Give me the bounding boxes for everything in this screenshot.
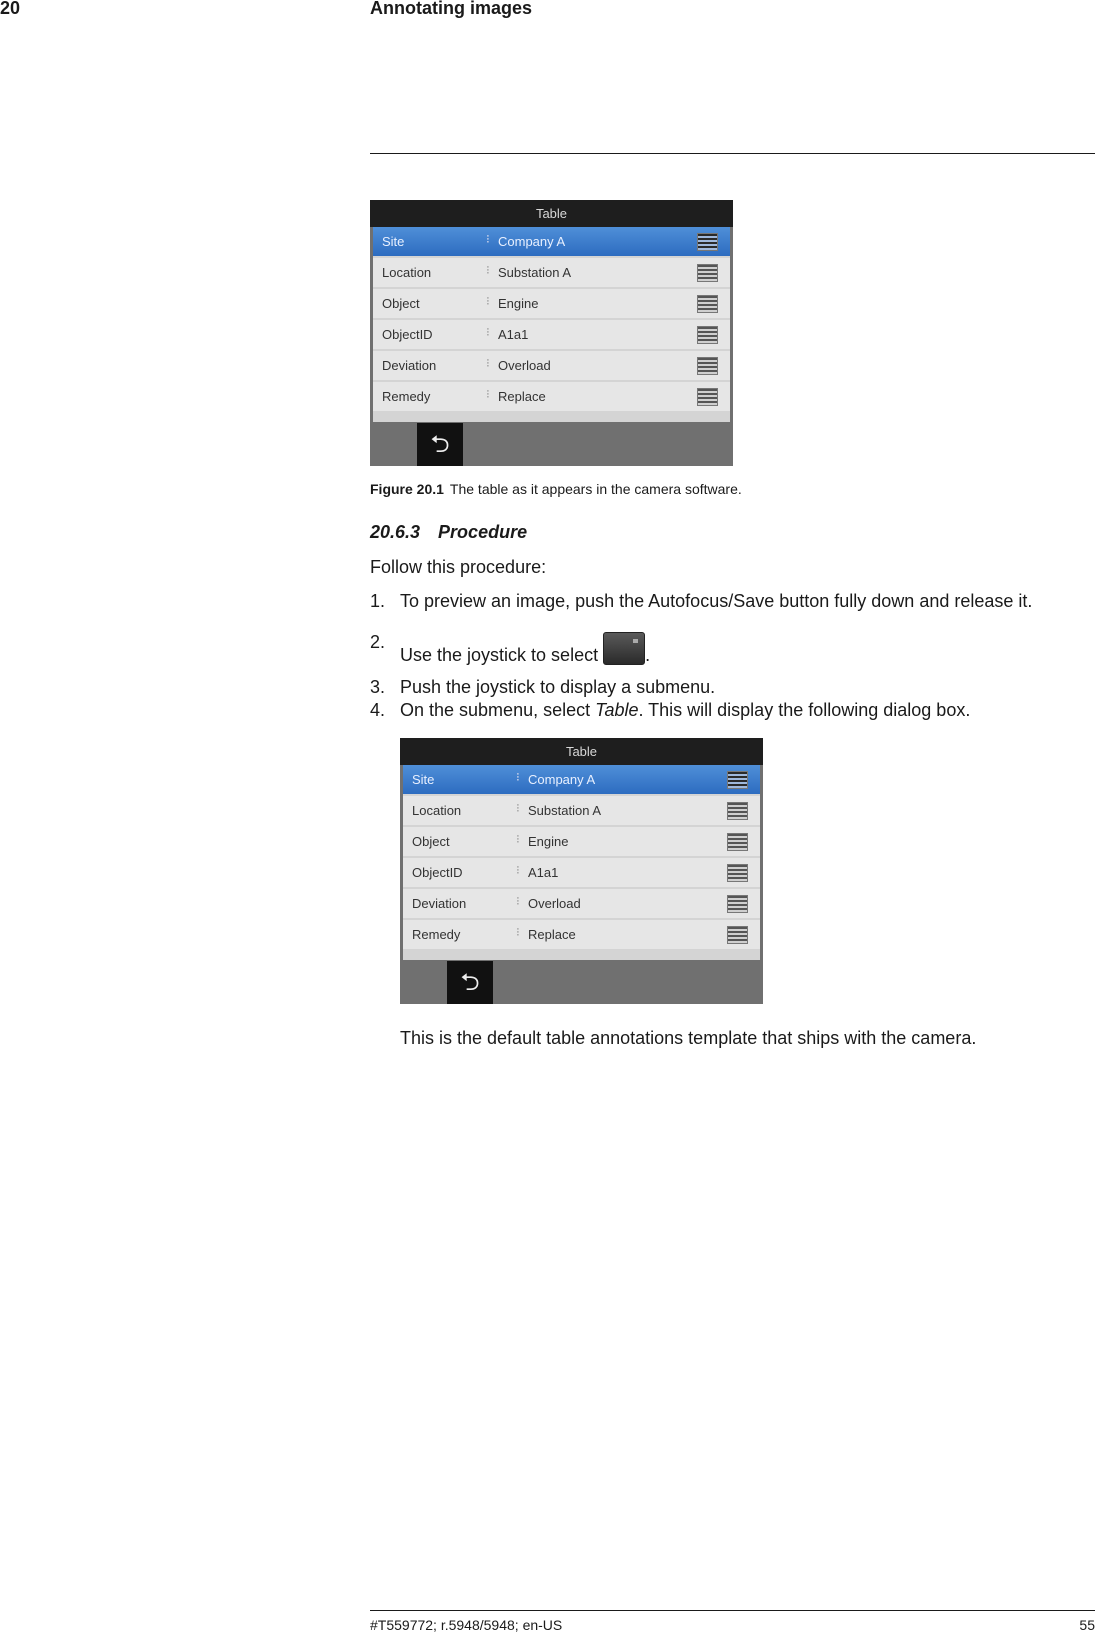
row-value: Substation A [498, 265, 571, 280]
row-value: Replace [528, 927, 576, 942]
row-label: Remedy [412, 927, 461, 942]
section-heading [370, 522, 527, 543]
row-value: A1a1 [498, 327, 529, 342]
list-menu-icon[interactable] [697, 233, 718, 251]
row-value: A1a1 [528, 865, 559, 880]
row-label: Object [382, 296, 420, 311]
table-row-object[interactable]: Object ⁝ Engine [373, 289, 730, 318]
list-menu-icon[interactable] [727, 802, 748, 820]
list-menu-icon[interactable] [727, 771, 748, 789]
image-preview-menu-icon [603, 632, 645, 665]
section-number: 20.6.3 [370, 522, 421, 542]
row-label: Site [412, 772, 435, 787]
emphasis-table: Table [595, 700, 639, 720]
row-label: ObjectID [412, 865, 463, 880]
row-label: Location [382, 265, 432, 280]
row-label: Deviation [412, 896, 467, 911]
table-row-remedy[interactable]: Remedy ⁝ Replace [373, 382, 730, 411]
table-row-site[interactable]: Site ⁝ Company A [373, 227, 730, 256]
chapter-number: 20 [0, 0, 21, 18]
table-row-deviation[interactable]: Deviation ⁝ Overload [403, 889, 760, 918]
note-text: This is the default table annotations template that ships with the camera. [400, 1028, 977, 1048]
row-label: Location [412, 803, 462, 818]
row-value: Company A [528, 772, 596, 787]
table-dialog-title: Table [370, 200, 733, 227]
list-menu-icon[interactable] [697, 295, 718, 313]
table-row-location[interactable]: Location ⁝ Substation A [373, 258, 730, 287]
list-menu-icon[interactable] [727, 864, 748, 882]
row-label: Remedy [382, 389, 431, 404]
figure-table-screenshot [370, 200, 733, 466]
row-value: Overload [528, 896, 581, 911]
row-value: Substation A [528, 803, 601, 818]
table-row-object[interactable]: Object ⁝ Engine [403, 827, 760, 856]
table-row-location[interactable]: Location ⁝ Substation A [403, 796, 760, 825]
list-menu-icon[interactable] [727, 833, 748, 851]
header-rule [370, 153, 1095, 154]
row-value: Overload [498, 358, 551, 373]
list-menu-icon[interactable] [727, 895, 748, 913]
row-value: Engine [498, 296, 539, 311]
intro-text: Follow this procedure: [370, 557, 547, 577]
row-value: Company A [498, 234, 566, 249]
figure-label: Figure 20.1 [370, 481, 444, 497]
list-menu-icon[interactable] [697, 264, 718, 282]
table-row-objectid[interactable]: ObjectID ⁝ A1a1 [403, 858, 760, 887]
row-label: Object [412, 834, 450, 849]
list-menu-icon[interactable] [697, 357, 718, 375]
list-menu-icon[interactable] [697, 388, 718, 406]
table-row-deviation[interactable]: Deviation ⁝ Overload [373, 351, 730, 380]
row-label: ObjectID [382, 327, 433, 342]
chapter-title: Annotating images [370, 0, 533, 18]
section-title: Procedure [438, 522, 528, 542]
table-rows [403, 765, 760, 960]
row-value: Engine [528, 834, 569, 849]
row-label: Site [382, 234, 405, 249]
table-rows [373, 227, 730, 422]
back-arrow-icon[interactable]: ⮌ [417, 423, 463, 466]
list-menu-icon[interactable] [697, 326, 718, 344]
list-menu-icon[interactable] [727, 926, 748, 944]
table-row-remedy[interactable]: Remedy ⁝ Replace [403, 920, 760, 949]
doc-reference: #T559772; r.5948/5948; en-US [370, 1617, 563, 1633]
row-label: Deviation [382, 358, 437, 373]
table-row-objectid[interactable]: ObjectID ⁝ A1a1 [373, 320, 730, 349]
page-number: 55 [1079, 1617, 1095, 1633]
back-arrow-icon[interactable]: ⮌ [447, 961, 493, 1004]
table-dialog-title: Table [400, 738, 763, 765]
table-row-site[interactable]: Site ⁝ Company A [403, 765, 760, 794]
figure-caption-text: The table as it appears in the camera software. [449, 481, 742, 497]
figure-caption [370, 481, 742, 497]
row-value: Replace [498, 389, 546, 404]
footer-rule [370, 1610, 1095, 1611]
dialog-table-screenshot [400, 738, 763, 1004]
